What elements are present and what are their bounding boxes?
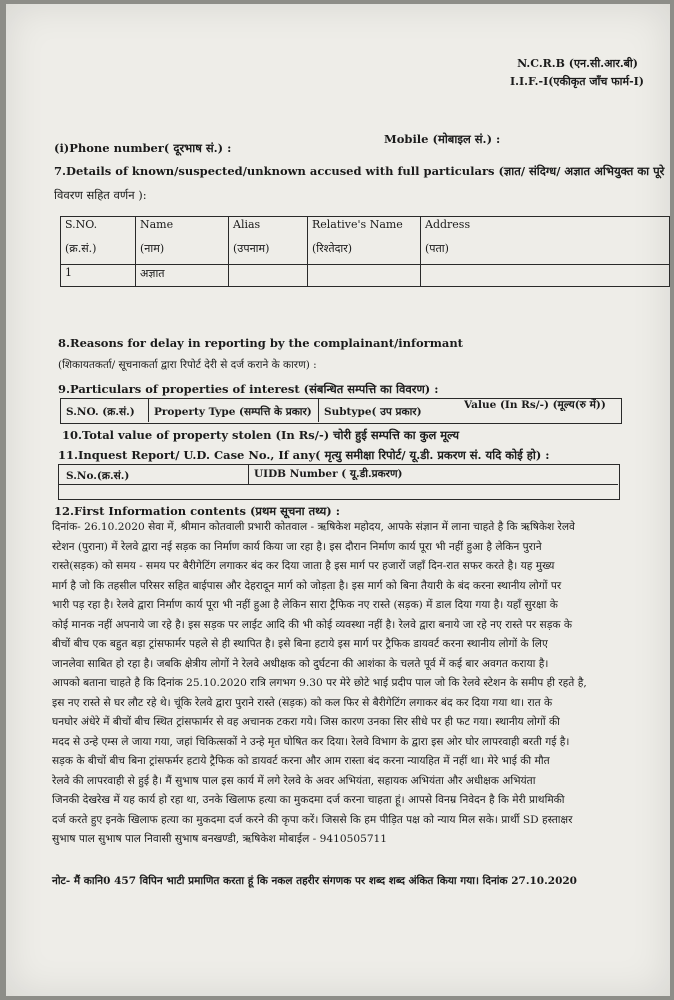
col-relative: Relative's Name (रिश्तेदार) [308,217,421,265]
fir-line: सड़क के बीचों बीच बिना ट्रांसफर्मर हटाये ट्रैफिक को डायवर्ट करना और आम रास्ता बंद करना न्यायहित में नहीं था। मेरे भाई की मौत [52,755,550,767]
fir-line: घनघोर अंधेरे में बीचों बीच स्थित ट्रांसफार्मर से वह अचानक टकरा गये। जिस कारण उनका सिर सीधे पर ही फट गया। स्थानीय लोगों की [52,716,560,728]
fir-contents [52,518,632,850]
fir-line: आपको बताना चाहते है कि दिनांक 25.10.2020 रात्रि लगभग 9.30 पर मेरे छोटे भाई प्रदीप पाल जो कि रेलवे स्टेशन के समीप ही रहते है, [52,677,587,689]
fir-line: बीचों बीच एक बहुत बड़ा ट्रांसफार्मर पहले से ही स्थापित है। इसे बिना हटाये इस मार्ग पर ट्रैफिक डायवर्ट करना स्थानीय लोगों के लिए [52,638,548,650]
phone-label: (i)Phone number( दूरभाष सं.) : [54,141,232,155]
section-9-heading: 9.Particulars of properties of interest (संबन्धित सम्पत्ति का विवरण) : [58,382,439,396]
property-col-sno: S.NO. (क्र.सं.) [66,406,135,418]
fir-line: स्टेशन (पुराना) में रेलवे द्वारा नई सड़क का निर्माण कार्य किया जा रहा है। इस दौरान निर्माण कार्य पूरा भी नहीं हुआ है लेकिन पुराने [52,540,542,553]
col-sno: S.NO. (क्र.सं.) [61,217,136,265]
fir-line: मदद से उन्हे एम्स ले जाया गया, जहां चिकित्सकों ने उन्हे मृत घोषित कर दिया। रेलवे विभाग के द्वारा इस ओर घोर लापरवाही बरती गई है। [52,735,570,748]
table-row: 1 अज्ञात [61,265,670,287]
fir-line: भारी पड़ रहा है। रेलवे द्वारा निर्माण कार्य पूरा भी नहीं हुआ है लेकिन सारा ट्रैफिक नए रास्ते (सड़क) में डाल दिया गया है। यहाँ सुरक्षा के [52,599,558,611]
col-alias: Alias (उपनाम) [229,217,308,265]
property-col-subtype: Subtype( उप प्रकार) [324,406,422,418]
fir-line: मार्ग है जो कि तहसील परिसर सहित बाईपास और देहरादून मार्ग को जोड़ता है। इस मार्ग को बिना तैयारी के बंद करना स्थानीय लोगों पर [52,579,562,592]
section-8-heading: 8.Reasons for delay in reporting by the complainant/informant [58,336,463,350]
document-page [6,4,670,996]
section-7-heading-cont: विवरण सहित वर्णन ): [54,188,147,202]
property-col-type: Property Type (सम्पत्ति के प्रकार) [154,406,312,418]
fir-line: जानलेवा साबित हो रहा है। जबकि क्षेत्रीय लोगों ने रेलवे अधीक्षक को दुर्घटना की आशंका के चलते पूर्व में कई बार अवगत कराया है। [52,657,549,670]
inquest-col-udcb: UIDB Number ( यू.डी.प्रकरण) [254,468,403,480]
section-11-heading: 11.Inquest Report/ U.D. Case No., If any( मृत्यु समीक्षा रिपोर्ट/ यू.डी. प्रकरण सं. यदि कोई हो) : [58,448,550,462]
note-line: नोट- मैं कानि0 457 विपिन भाटी प्रमाणित करता हूं कि नकल तहरीर संगणक पर शब्द शब्द अंकित किया गया। दिनांक 27.10.2020 [52,875,577,887]
form-id-header: I.I.F.-I(एकीकृत जाँच फार्म-I) [510,75,644,88]
fir-line: कोई मानक नहीं अपनाये जा रहे है। इस सड़क पर लाईट आदि की भी कोई व्यवस्था नहीं है। रेलवे द्वारा बनाये जा रहे नए रास्ते पर सड़क के [52,618,573,631]
fir-line: सुभाष पाल सुभाष पाल निवासी सुभाष बनखण्डी, ऋषिकेश मोबाईल - 9410505711 [52,833,388,845]
fir-line: इस नए रास्ते से घर लौट रहे थे। चूंकि रेलवे द्वारा पुराने रास्ते (सड़क) को कल फिर से बैरीगेटिंग लगाकर बंद कर दिया गया था। रात के [52,696,553,709]
col-address: Address (पता) [421,217,670,265]
property-col-value: Value (In Rs/-) (मूल्य(रु में)) [464,399,606,411]
mobile-label: Mobile (मोबाइल सं.) : [384,132,501,146]
section-12-heading: 12.First Information contents (प्रथम सूचना तथ्य) : [54,504,340,518]
fir-line: दर्ज करते हुए इनके खिलाफ हत्या का मुकदमा दर्ज करने की कृपा करें। जिससे कि हम पीड़ित पक्ष को न्याय मिल सके। प्रार्थी SD हस्ताक्षर [52,813,573,826]
fir-line: रेलवे की लापरवाही से हुई है। मैं सुभाष पाल इस कार्य में लगे रेलवे के अवर अभियंता, सहायक अभियंता और अधीक्षक अभियंता [52,774,536,787]
section-8-heading-hi: (शिकायतकर्ता/ सूचनाकर्ता द्वारा रिपोर्ट देरी से दर्ज कराने के कारण) : [58,359,317,371]
section-10-heading: 10.Total value of property stolen (In Rs/-) चोरी हुई सम्पत्ति का कुल मूल्य [62,428,460,442]
fir-line: रास्ते(सड़क) को समय - समय पर बैरीगेटिंग लगाकर बंद कर दिया जाता है इस मार्ग पर हजारों जहाँ दिन-रात सफर करते है। यह मुख्य [52,560,555,572]
ncrb-header: N.C.R.B (एन.सी.आर.बी) [517,57,638,70]
section-7-heading: 7.Details of known/suspected/unknown accused with full particulars (ज्ञात/ संदिग्ध/ अज्ञात अभियुक्त का पूरे [54,164,665,178]
fir-line: जिनकी देखरेख में यह कार्य हो रहा था, उनके खिलाफ हत्या का मुकदमा दर्ज करना चाहता हूं। आपसे विनम्र निवेदन है कि मेरी प्राथमिकी [52,794,565,806]
fir-line: दिनांक- 26.10.2020 सेवा में, श्रीमान कोतवाली प्रभारी कोतवाल - ऋषिकेश महोदय, आपके संज्ञान में लाना चाहते है कि ऋषिकेश रेलवे [52,521,575,533]
col-name: Name (नाम) [136,217,229,265]
inquest-col-sno: S.No.(क्र.सं.) [66,470,130,482]
accused-table [60,216,670,287]
